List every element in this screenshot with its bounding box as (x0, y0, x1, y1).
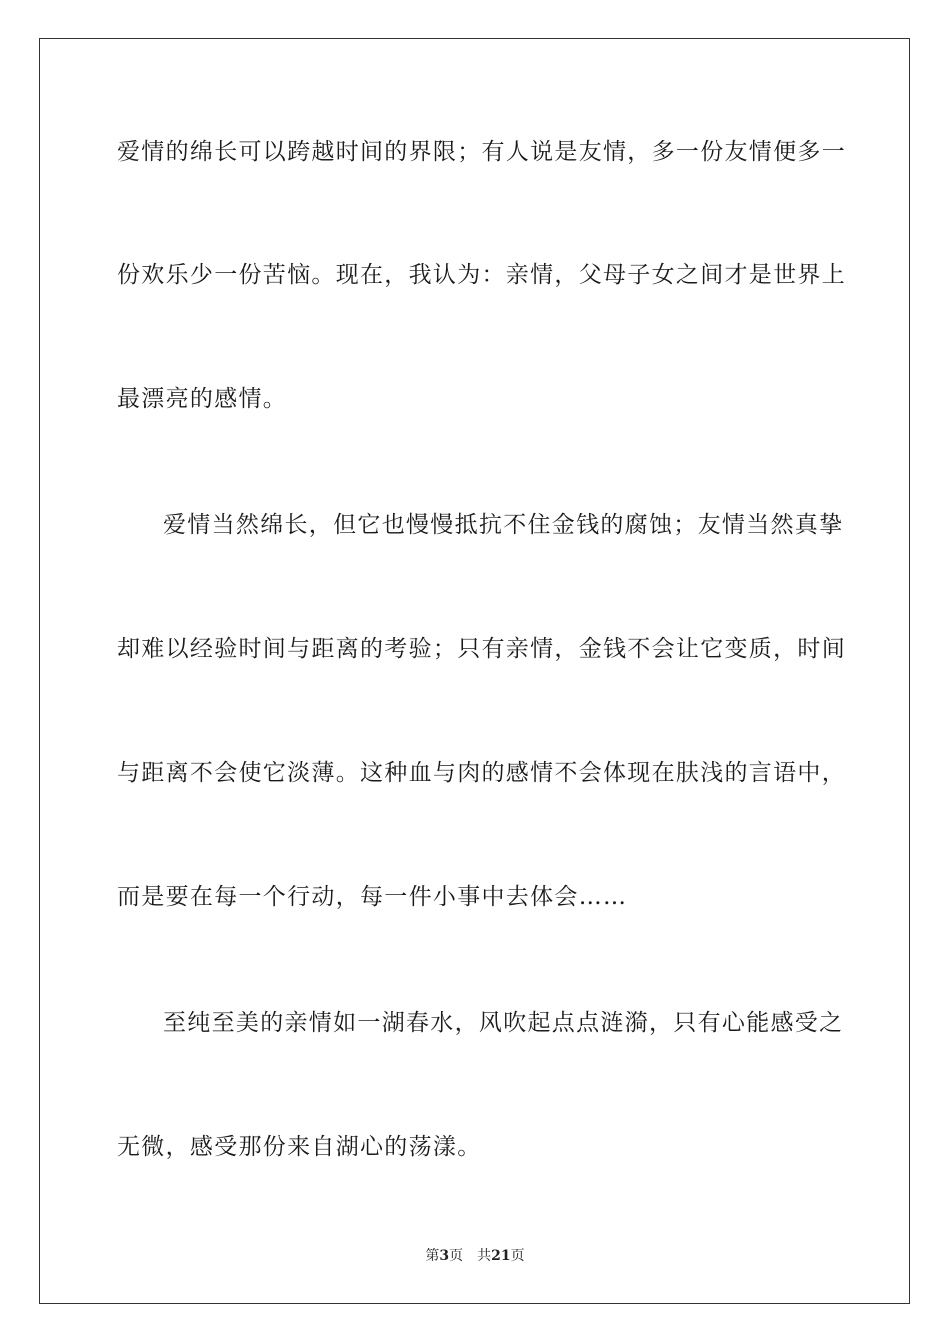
footer-page-number: 3 (439, 1248, 450, 1264)
footer-page-prefix: 第 (425, 1248, 440, 1264)
body-line-9: 无微，感受那份来自湖心的荡漾。 (117, 1134, 482, 1160)
body-line-8: 至纯至美的亲情如一湖春水，风吹起点点涟漪，只有心能感受之 (163, 1010, 844, 1036)
footer-total-suffix: 页 (510, 1248, 525, 1264)
body-line-3: 最漂亮的感情。 (117, 386, 288, 412)
footer-total-pages: 21 (491, 1248, 511, 1264)
footer-total-prefix: 共 (477, 1248, 492, 1264)
body-line-1: 爱情的绵长可以跨越时间的界限；有人说是友情，多一份友情便多一 (117, 139, 846, 165)
body-line-4: 爱情当然绵长，但它也慢慢抵抗不住金钱的腐蚀；友情当然真挚 (163, 512, 844, 538)
body-line-7: 而是要在每一个行动，每一件小事中去体会…… (117, 884, 628, 910)
body-line-5: 却难以经验时间与距离的考验；只有亲情，金钱不会让它变质，时间 (117, 636, 846, 662)
page-footer (0, 1247, 950, 1265)
page-border (39, 38, 910, 1304)
body-line-2: 份欢乐少一份苦恼。现在，我认为：亲情，父母子女之间才是世界上 (117, 262, 846, 288)
body-line-6: 与距离不会使它淡薄。这种血与肉的感情不会体现在肤浅的言语中， (117, 760, 846, 786)
footer-page-suffix: 页 (449, 1248, 464, 1264)
